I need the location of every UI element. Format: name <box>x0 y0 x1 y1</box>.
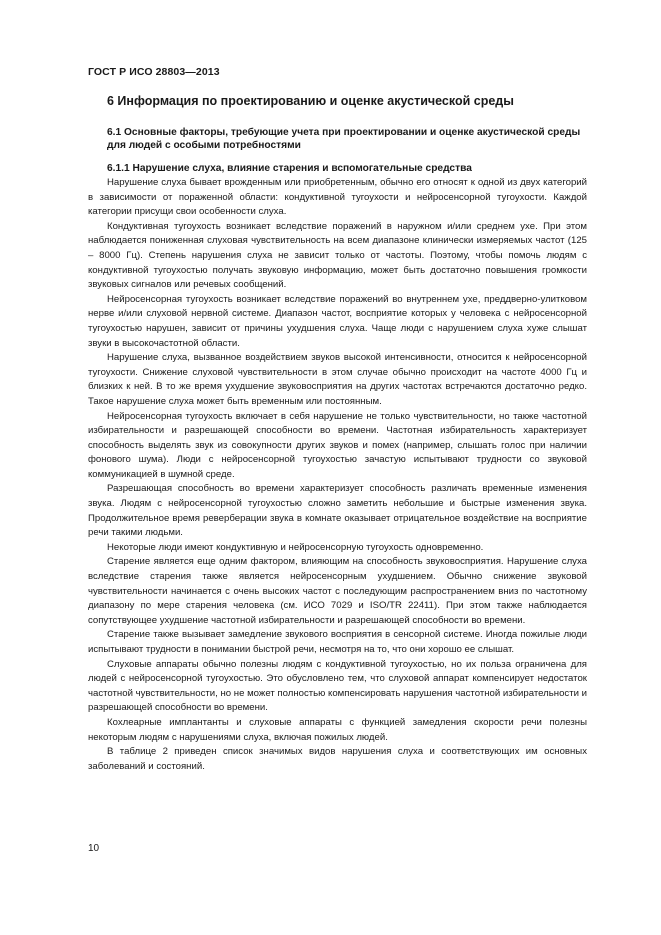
paragraph: Разрешающая способность во времени характеризует способность различать временные изменения звука. Людям с нейросенсорной тугоухостью сложно заметить небольшие и быстрые изменения звука. Продолжительное время реверберации звука в комнате оказывает отрицательное воздействие на восприятие речи такими людьми. <box>88 483 587 539</box>
paragraph: Нарушение слуха, вызванное воздействием звуков высокой интенсивности, относится к нейросенсорной тугоухости. Снижение слуховой чувствительности в этом случае обычно происходит на частоте 4000 Гц и близких к ней. В то же время ухудшение звуковосприятия на других частотах встречаются достаточно редко. Такое нарушение слуха может быть временным или постоянным. <box>88 352 587 407</box>
section-title: 6 Информация по проектированию и оценке акустической среды <box>107 94 514 108</box>
subsection-title: 6.1 Основные факторы, требующие учета при проектировании и оценке акустической среды для людей с особыми потребностями <box>107 127 581 151</box>
paragraph: В таблице 2 приведен список значимых видов нарушения слуха и соответствующих им основных заболеваний и состояний. <box>88 746 587 772</box>
page-number: 10 <box>88 843 100 854</box>
standard-header: ГОСТ Р ИСО 28803—2013 <box>88 66 220 78</box>
paragraph: Кохлеарные имплантанты и слуховые аппараты с функцией замедления скорости речи полезны некоторым людям с нарушениями слуха, включая пожилых людей. <box>88 716 587 743</box>
body-text <box>88 176 587 774</box>
paragraph: Нарушение слуха бывает врожденным или приобретенным, обычно его относят к одной из двух категорий в зависимости от пораженной области: кондуктивной тугоухости и нейросенсорной тугоухости. Каждой категории присущи свои особенности слуха. <box>88 177 587 218</box>
paragraph: Слуховые аппараты обычно полезны людям с кондуктивной тугоухостью, но их польза ограничена для людей с нейросенсорной тугоухостью. Это обусловлено тем, что слуховой аппарат компенсирует недостаток частотной чувствительности, но не может полностью компенсировать нарушения частотной избирательности и разрешающей способности во времени. <box>88 658 587 714</box>
paragraph: Некоторые люди имеют кондуктивную и нейросенсорную тугоухость одновременно. <box>107 541 484 553</box>
subsubsection-title: 6.1.1 Нарушение слуха, влияние старения и вспомогательные средства <box>107 163 472 174</box>
paragraph: Старение также вызывает замедление звукового восприятия в сенсорной системе. Иногда пожилые люди испытывают трудности в понимании быстрой речи, несмотря на то, что они хорошо ее слышат. <box>88 629 587 655</box>
paragraph: Нейросенсорная тугоухость включает в себя нарушение не только чувствительности, но также частотной избирательности и разрешающей способности во времени. Частотная избирательность характеризует способность выделять звук из совокупности других звуков и помех (например, слышать голос при наличии фонового шума). Люди с нейросенсорной тугоухостью зачастую испытывают трудности со звуковой коммуникацией в шумной среде. <box>88 410 587 480</box>
paragraph: Нейросенсорная тугоухость возникает вследствие поражений во внутреннем ухе, преддверно-улитковом нерве и/или слуховой нервной системе. Диапазон частот, восприятие которых у человека с нейросенсорной тугоухостью нарушен, зависит от причины ухудшения слуха. Чаще люди с нарушением слуха хуже слышат звуки в высокочастотной области. <box>88 293 587 349</box>
paragraph: Кондуктивная тугоухость возникает вследствие поражений в наружном и/или среднем ухе. При этом наблюдается пониженная слуховая чувствительность на всем диапазоне клинически измеряемых частот (125 – 8000 Гц). Степень нарушения слуха не зависит только от частоты. Поэтому, чтобы помочь людям с кондуктивной тугоухостью получать звуковую информацию, может быть достаточно повышения громкости звуковых сигналов или речевых сообщений. <box>88 220 587 291</box>
paragraph: Старение является еще одним фактором, влияющим на способность звуковосприятия. Нарушение слуха вследствие старения также является нейросенсорным ухудшением. Обычно снижение звуковой чувствительности начинается с очень высоких частот с последующим распространением вниз по частотному диапазону по мере старения человека (см. ИСО 7029 и ISO/TR 22411). При этом также наблюдается сопутствующее ухудшение частотной избирательности и разрешающей способности во времени. <box>88 556 587 626</box>
